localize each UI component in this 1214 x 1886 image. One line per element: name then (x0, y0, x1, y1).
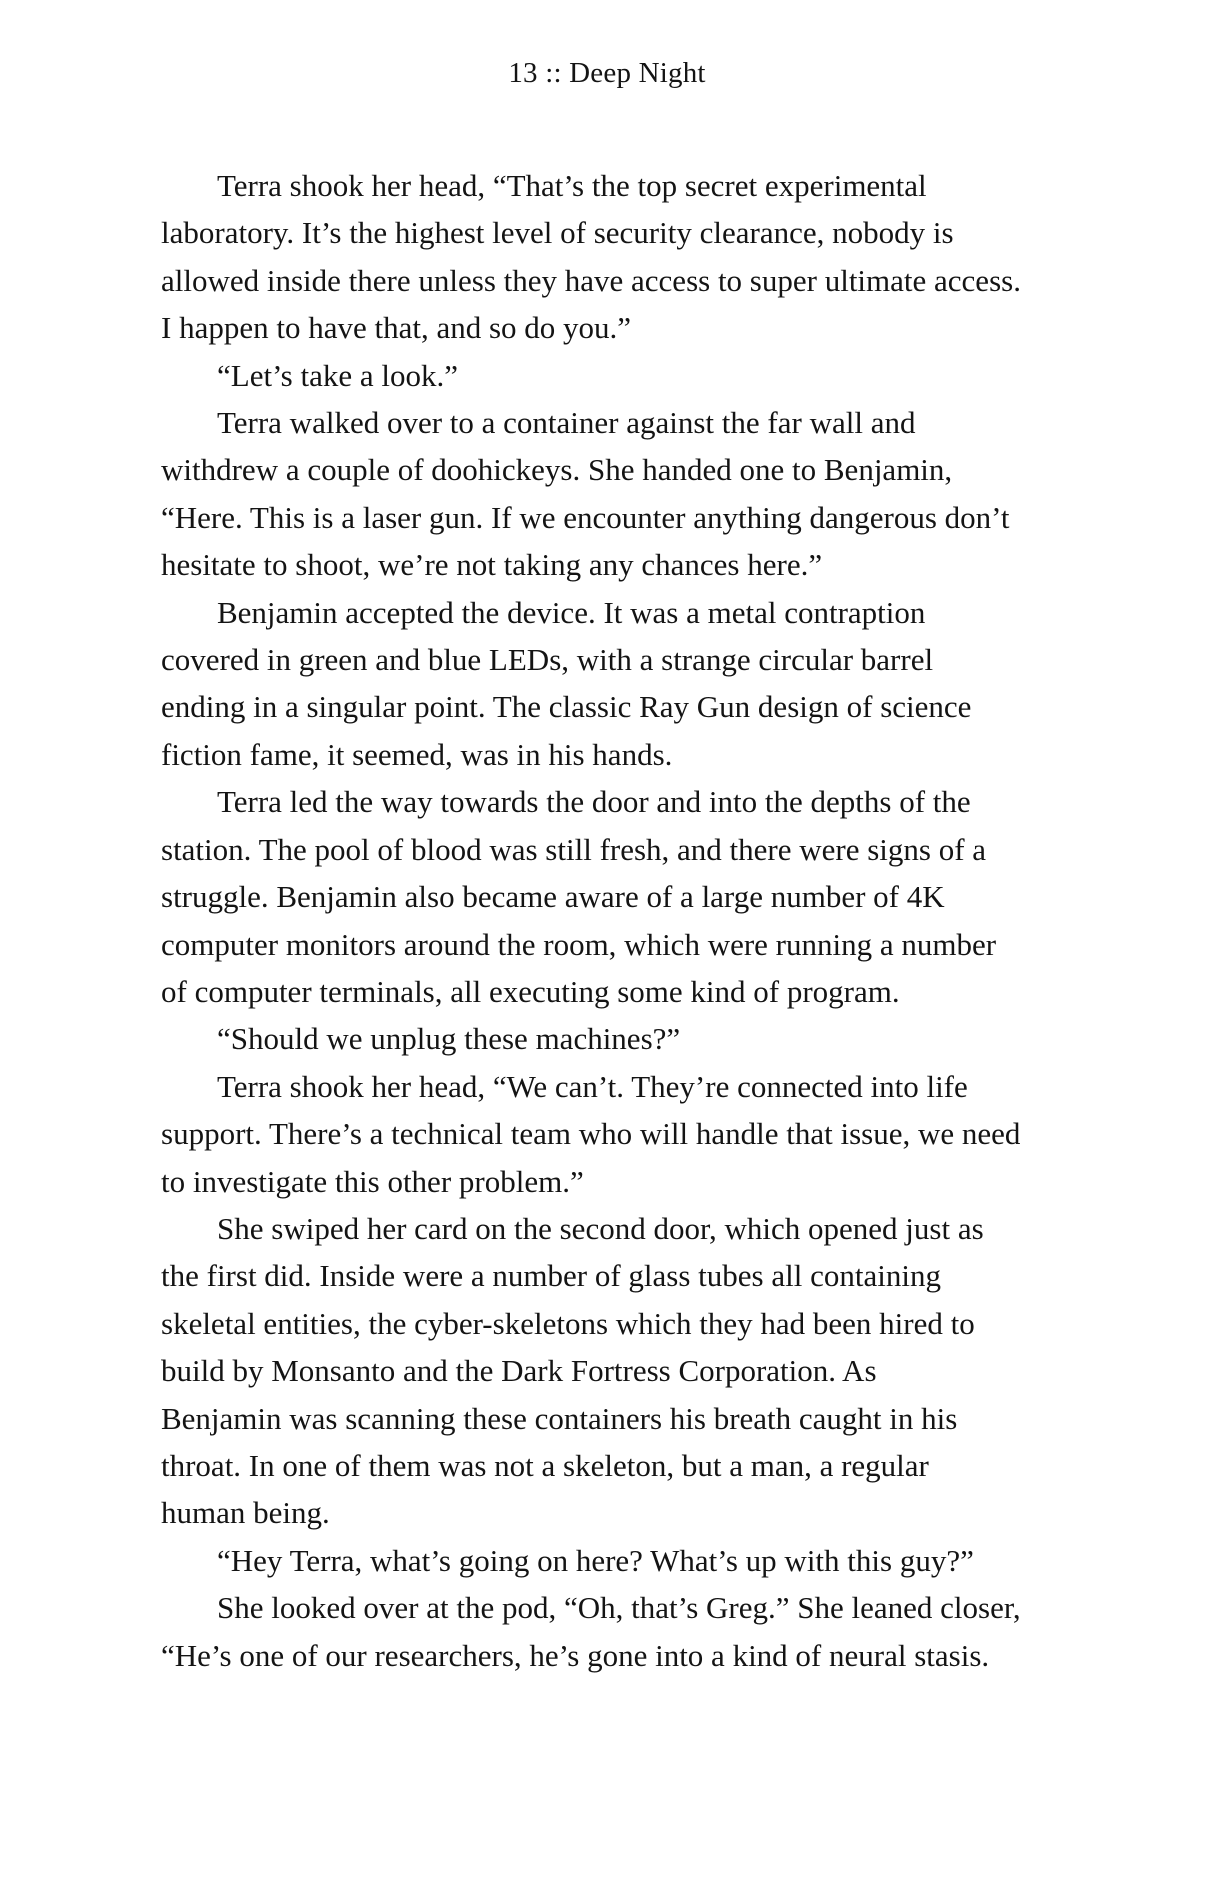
text-line: withdrew a couple of doohickeys. She handed one to Benjamin, (161, 452, 953, 488)
text-line: “Let’s take a look.” (217, 357, 459, 393)
text-line: “Should we unplug these machines?” (217, 1021, 681, 1057)
paragraph (161, 162, 1056, 352)
text-line: Terra shook her head, “We can’t. They’re connected into life (217, 1068, 968, 1104)
text-line: struggle. Benjamin also became aware of a large number of 4K (161, 879, 945, 915)
text-line: I happen to have that, and so do you.” (161, 310, 632, 346)
paragraph (161, 1205, 1056, 1537)
text-line: computer monitors around the room, which were running a number (161, 926, 997, 962)
text-line: “Hey Terra, what’s going on here? What’s up with this guy?” (217, 1542, 974, 1578)
text-line: covered in green and blue LEDs, with a strange circular barrel (161, 642, 934, 678)
paragraph (161, 1015, 1056, 1062)
text-line: She looked over at the pod, “Oh, that’s Greg.” She leaned closer, (217, 1590, 1021, 1626)
body-text (161, 162, 1056, 1679)
text-line: laboratory. It’s the highest level of security clearance, nobody is (161, 215, 954, 251)
paragraph (161, 589, 1056, 779)
paragraph (161, 399, 1056, 589)
text-line: She swiped her card on the second door, which opened just as (217, 1210, 984, 1246)
text-line: support. There’s a technical team who will handle that issue, we need (161, 1116, 1021, 1152)
text-line: “Here. This is a laser gun. If we encounter anything dangerous don’t (161, 499, 1010, 535)
text-line: the first did. Inside were a number of glass tubes all containing (161, 1258, 941, 1294)
running-header: 13 :: Deep Night (508, 57, 706, 89)
text-line: “He’s one of our researchers, he’s gone into a kind of neural stasis. (161, 1637, 990, 1673)
text-line: skeletal entities, the cyber-skeletons which they had been hired to (161, 1305, 975, 1341)
text-line: throat. In one of them was not a skeleton, but a man, a regular (161, 1447, 929, 1483)
paragraph (161, 1537, 1056, 1584)
text-line: Terra walked over to a container against the far wall and (217, 405, 916, 441)
text-line: build by Monsanto and the Dark Fortress Corporation. As (161, 1353, 877, 1389)
text-line: ending in a singular point. The classic Ray Gun design of science (161, 689, 972, 725)
text-line: to investigate this other problem.” (161, 1163, 584, 1199)
paragraph (161, 352, 1056, 399)
text-line: Benjamin was scanning these containers his breath caught in his (161, 1400, 958, 1436)
text-line: fiction fame, it seemed, was in his hands. (161, 736, 673, 772)
text-line: human being. (161, 1495, 330, 1531)
text-line: Terra shook her head, “That’s the top secret experimental (217, 168, 927, 203)
text-line: Benjamin accepted the device. It was a metal contraption (217, 594, 926, 630)
paragraph (161, 1584, 1056, 1679)
text-line: of computer terminals, all executing some kind of program. (161, 973, 900, 1009)
text-line: station. The pool of blood was still fresh, and there were signs of a (161, 831, 987, 867)
text-line: hesitate to shoot, we’re not taking any chances here.” (161, 547, 823, 583)
text-line: Terra led the way towards the door and into the depths of the (217, 784, 971, 820)
paragraph (161, 778, 1056, 1015)
text-line: allowed inside there unless they have access to super ultimate access. (161, 262, 1021, 298)
paragraph (161, 1063, 1056, 1205)
